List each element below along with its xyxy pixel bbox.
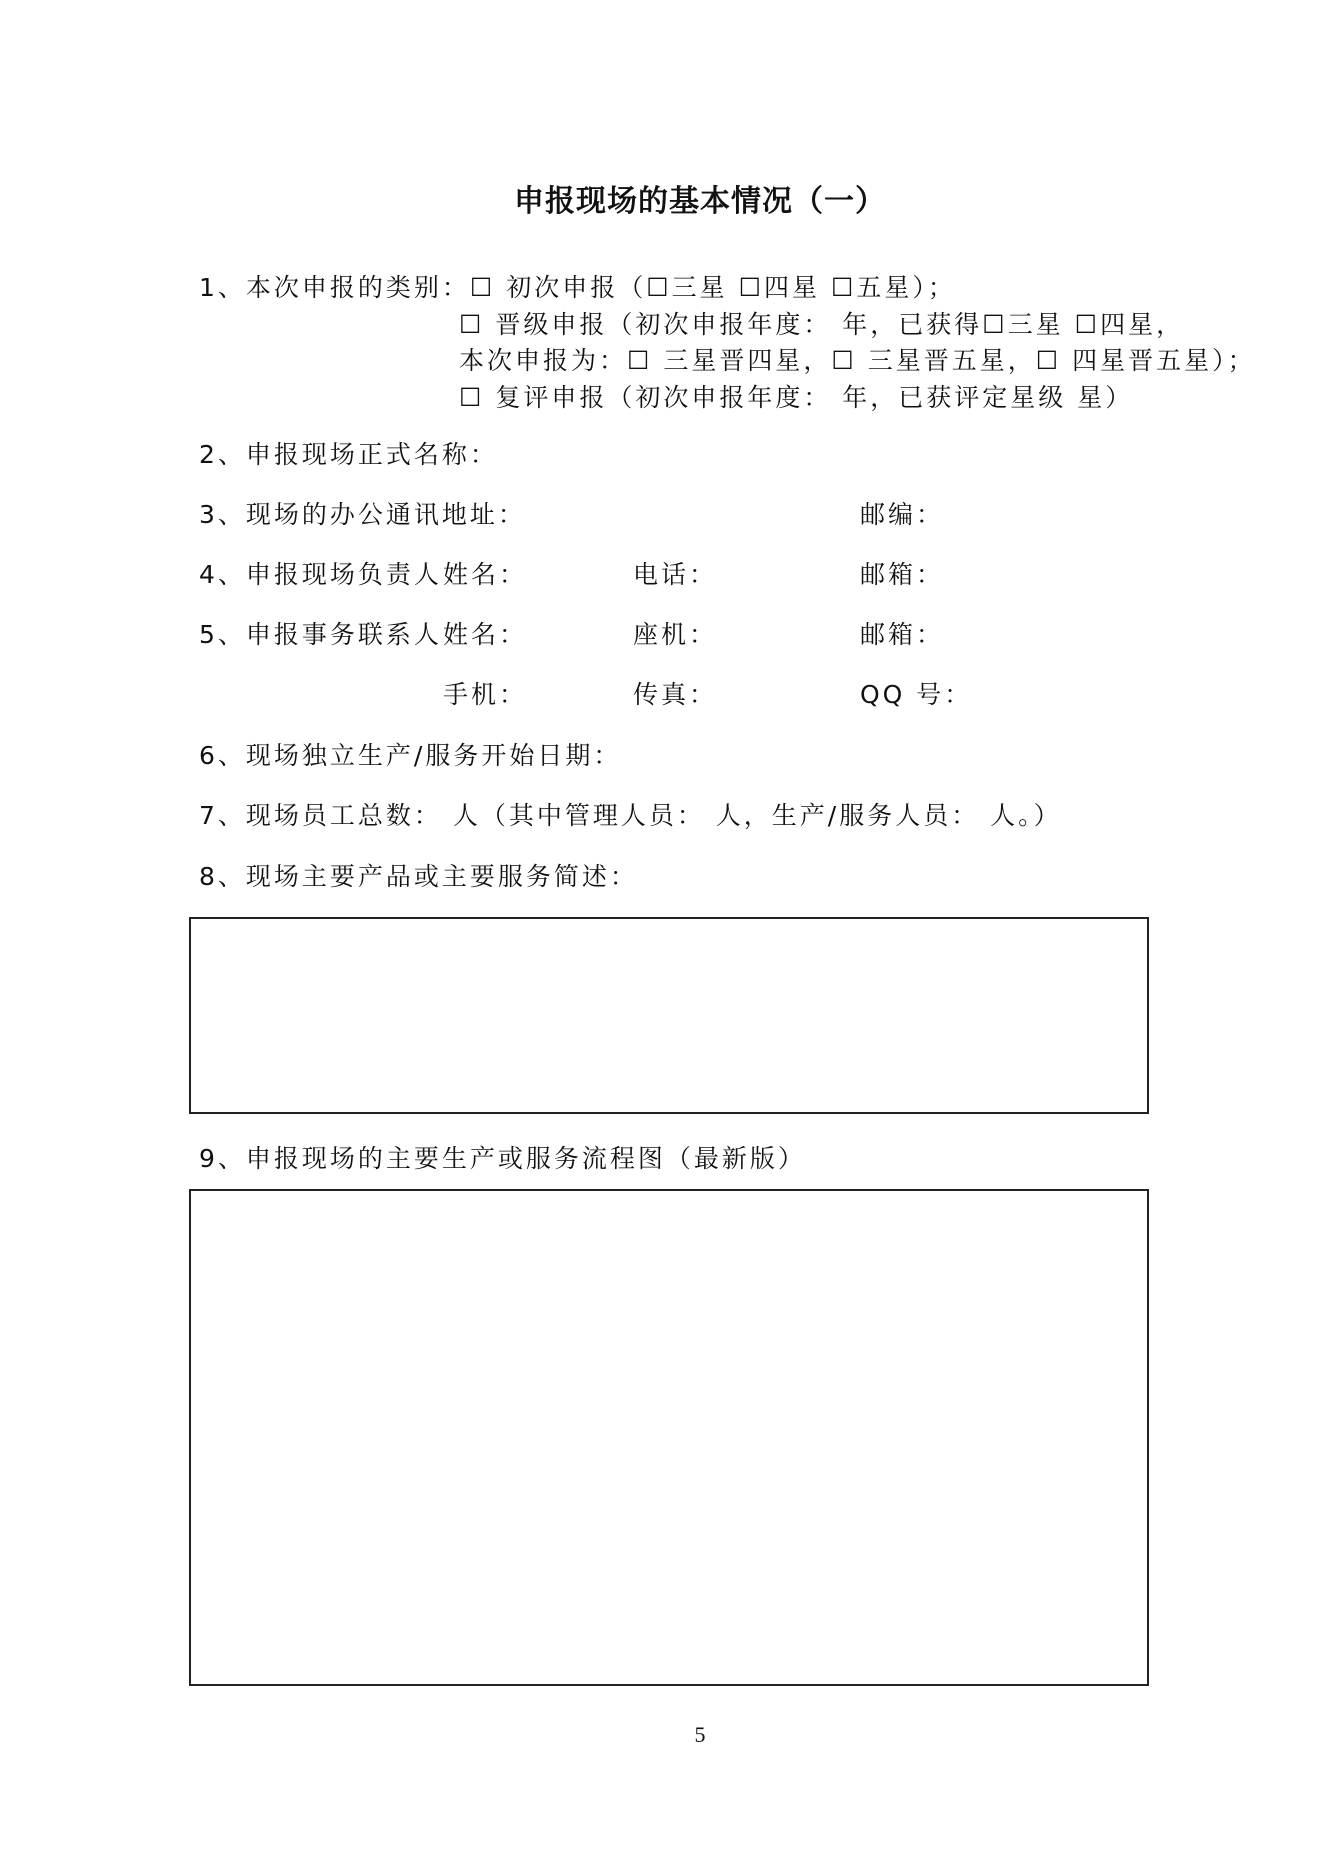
- page-title: 申报现场的基本情况（一）: [514, 184, 886, 219]
- site-name-label: 2、申报现场正式名称：: [199, 440, 498, 469]
- product-description-box[interactable]: [189, 917, 1149, 1114]
- page-number: 5: [694, 1722, 706, 1747]
- contact-mobile-label: 手机：: [443, 680, 528, 709]
- category-line-initial: 1、本次申报的类别：☐ 初次申报（☐三星 ☐四星 ☐五星）；: [199, 273, 956, 302]
- contact-qq-label: QQ 号：: [860, 680, 973, 709]
- start-date-label: 6、现场独立生产/服务开始日期：: [199, 741, 622, 770]
- contact-landline-label: 座机：: [633, 620, 718, 649]
- staff-count-label: 7、现场员工总数： 人（其中管理人员： 人，生产/服务人员： 人。）: [199, 801, 1062, 830]
- contact-email-label: 邮箱：: [860, 620, 945, 649]
- category-line-upgrade: ☐ 晋级申报（初次申报年度： 年，已获得☐三星 ☐四星，: [459, 310, 1185, 339]
- process-flowchart-box[interactable]: [189, 1189, 1149, 1686]
- contact-fax-label: 传真：: [633, 680, 718, 709]
- leader-phone-label: 电话：: [633, 560, 718, 589]
- product-description-label: 8、现场主要产品或主要服务简述：: [199, 862, 638, 891]
- postcode-label: 邮编：: [860, 500, 945, 529]
- contact-person-label: 5、申报事务联系人: [199, 620, 442, 649]
- office-address-label: 3、现场的办公通讯地址：: [199, 500, 526, 529]
- leader-email-label: 邮箱：: [860, 560, 945, 589]
- category-line-review: ☐ 复评申报（初次申报年度： 年，已获评定星级 星）: [459, 383, 1134, 412]
- site-leader-label: 4、申报现场负责人: [199, 560, 442, 589]
- process-flowchart-label: 9、申报现场的主要生产或服务流程图（最新版）: [199, 1144, 806, 1173]
- leader-name-label: 姓名：: [443, 560, 528, 589]
- category-line-upgrade-options: 本次申报为：☐ 三星晋四星，☐ 三星晋五星，☐ 四星晋五星）；: [459, 346, 1256, 375]
- contact-name-label: 姓名：: [443, 620, 528, 649]
